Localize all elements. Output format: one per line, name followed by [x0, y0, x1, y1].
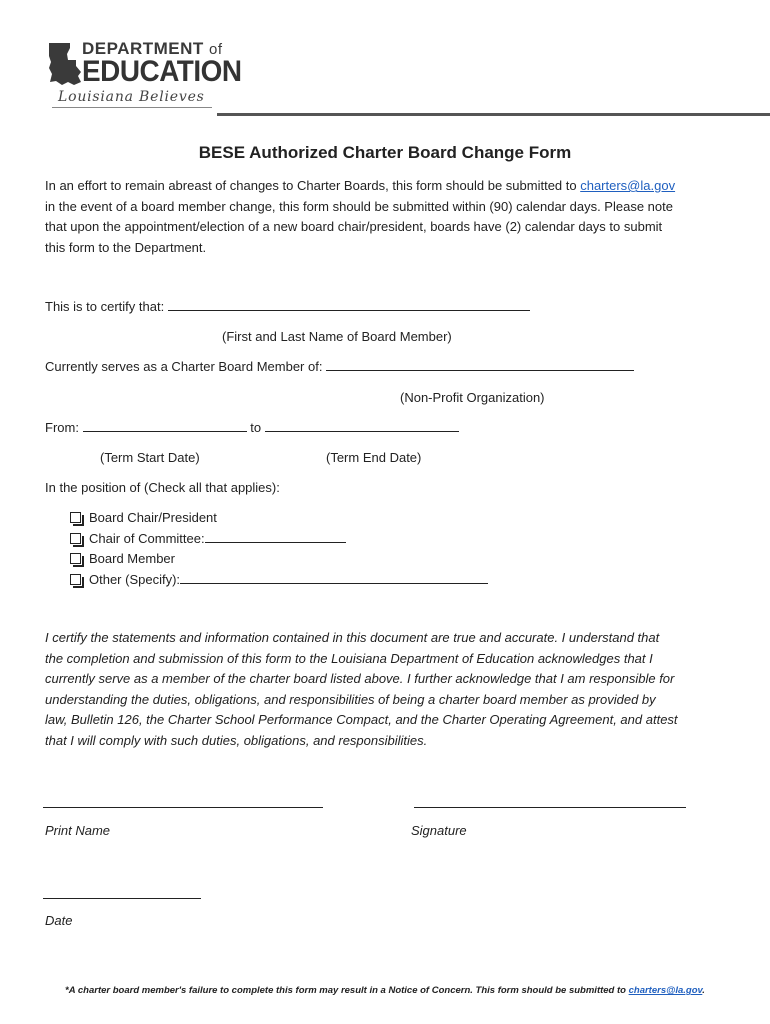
logo-tagline: Louisiana Believes: [58, 89, 205, 105]
intro-paragraph: In an effort to remain abreast of changes to Charter Boards, this form should be submitted to charters@la.gov in the event of a board member change, this form should be submitted within (90) calendar days. Please note that upon the appointment/election of a new board chair/president, boards have (2) calendar days to submit this form to the Department.: [45, 178, 676, 255]
name-caption: (First and Last Name of Board Member): [222, 329, 452, 344]
term-end-caption: (Term End Date): [326, 450, 422, 465]
other-position-field[interactable]: [180, 570, 488, 584]
date-line[interactable]: [43, 898, 201, 899]
logo-underline: [52, 107, 212, 108]
position-option-board-member: Board Member: [70, 549, 488, 570]
term-start-field[interactable]: [83, 418, 247, 432]
term-start-caption: (Term Start Date): [100, 450, 200, 465]
certify-name-row: This is to certify that:: [45, 297, 530, 317]
charters-email-link[interactable]: charters@la.gov: [580, 178, 676, 193]
footnote-email-link[interactable]: charters@la.gov: [628, 985, 703, 996]
checkbox-icon[interactable]: [70, 574, 81, 585]
checkbox-icon[interactable]: [70, 553, 81, 564]
signature-label: Signature: [411, 823, 467, 838]
louisiana-state-icon: [48, 42, 82, 86]
print-name-line[interactable]: [43, 807, 323, 808]
header-rule: [217, 113, 770, 116]
certification-statement: I certify the statements and information contained in this document are true and accurate. I understand that the completion and submission of this form to the Louisiana Department of Education acknowledges that I currently serve as a member of the charter board listed above. I further acknowledge that I am responsible for understanding the duties, obligations, and responsibilities of being a charter board member as provided by law, Bulletin 126, the Charter School Performance Compact, and the Charter Operating Agreement, and attest that I will comply with such duties, obligations, and responsibilities.: [45, 630, 678, 748]
signature-line[interactable]: [414, 807, 686, 808]
checkbox-icon[interactable]: [70, 512, 81, 523]
nonprofit-organization-field[interactable]: [326, 357, 634, 371]
print-name-label: Print Name: [45, 823, 111, 838]
logo-department-text: DEPARTMENT of: [82, 39, 223, 58]
board-member-name-field[interactable]: [168, 297, 530, 311]
organization-caption: (Non-Profit Organization): [400, 390, 545, 405]
term-row: From: to: [45, 418, 459, 438]
position-label: In the position of (Check all that applies):: [45, 480, 280, 495]
checkbox-icon[interactable]: [70, 533, 81, 544]
position-checklist: [70, 508, 488, 590]
position-option-chair-of-committee: Chair of Committee:: [70, 529, 488, 550]
term-end-field[interactable]: [265, 418, 459, 432]
logo-education-text: EDUCATION: [82, 55, 242, 88]
committee-name-field[interactable]: [205, 529, 346, 543]
date-label: Date: [45, 913, 73, 928]
position-option-board-chair: Board Chair/President: [70, 508, 488, 529]
footnote: *A charter board member's failure to complete this form may result in a Notice of Concern. This form should be submitted to charters@la.gov.: [65, 985, 705, 996]
position-option-other: Other (Specify):: [70, 570, 488, 591]
organization-row: Currently serves as a Charter Board Member of:: [45, 357, 634, 377]
form-title: BESE Authorized Charter Board Change Form: [198, 143, 572, 162]
